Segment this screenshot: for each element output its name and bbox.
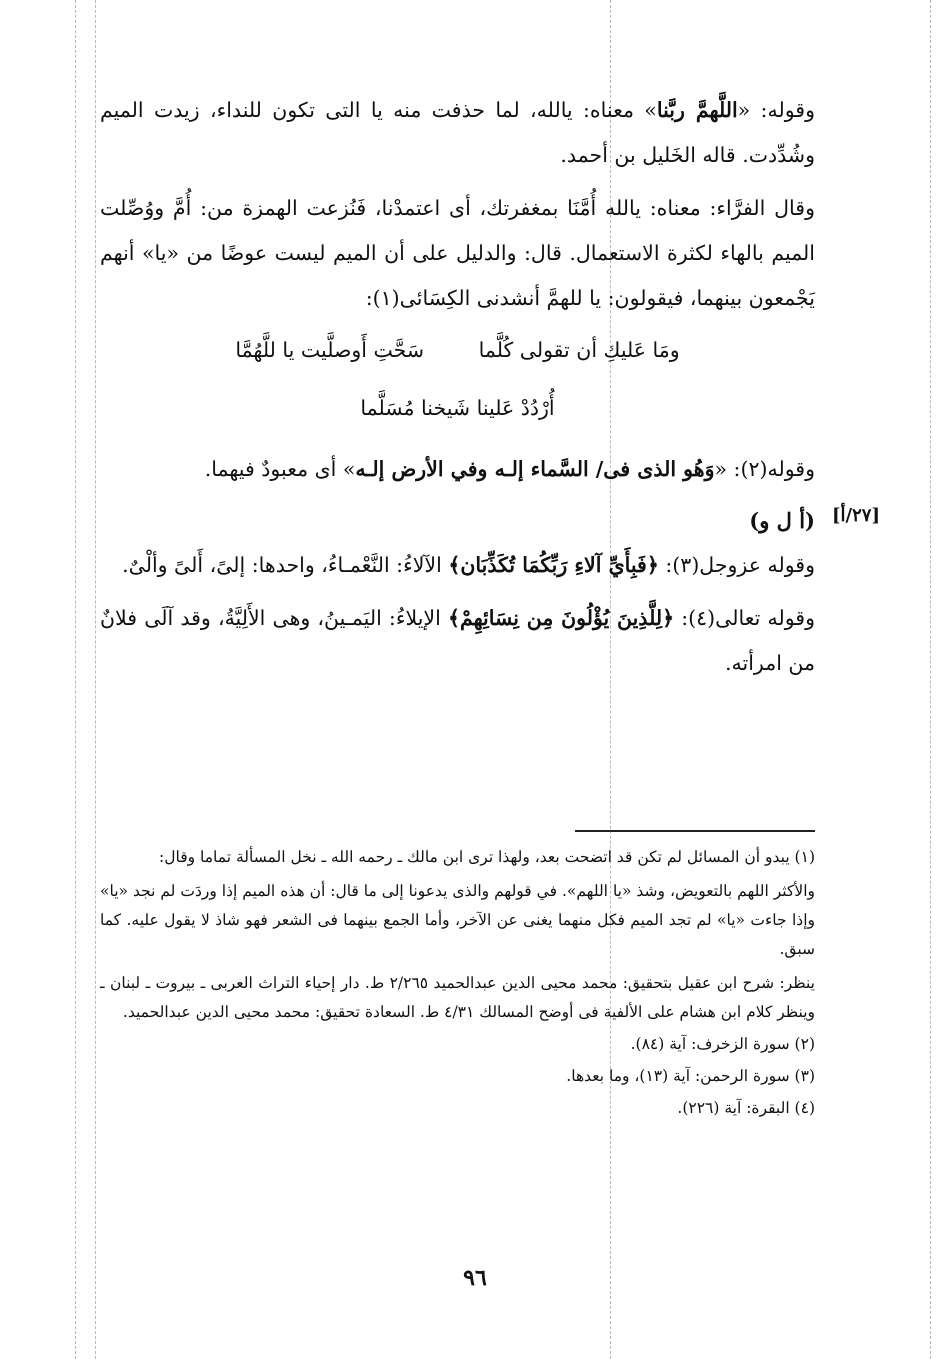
paragraph-alaa: وقوله عزوجل(٣): ﴿فَبِأَيِّ آلاءِ رَبِّكُمَا تُكَذِّبَان﴾ الآلاءُ: النَّعْمـاءُ، واحدها: إلىً، أَلىً وألْىٌ.	[122, 553, 815, 577]
scan-guide-line	[930, 0, 931, 1359]
footnote-separator	[575, 830, 815, 832]
verse-hemistich: أُرْدُدْ عَلينا شَيخنا مُسَلَّما	[360, 396, 555, 420]
footnote-1-reference: ينظر: شرح ابن عقيل بتحقيق: محمد محيى الدين عبدالحميد ٢/٢٦٥ ط. دار إحياء التراث العربى ـ بيروت ـ لبنان ـ وينظر كلام ابن هشام على الألفية فى أوضح المسالك ٤/٣١ ط. السعادة تحقيق: محمد محيى الدين عبدالحميد.	[100, 974, 815, 1021]
footnote-2: (٢) سورة الزخرف: آية (٨٤).	[630, 1035, 815, 1053]
quoted-phrase: اللَّهمَّ ربَّنا	[656, 98, 738, 122]
footnote-1: (١) يبدو أن المسائل لم تكن قد اتضحت بعد، ولهذا ترى ابن مالك ـ رحمه الله ـ نخل المسألة تماما وقال:	[158, 848, 815, 866]
root-heading: (أ ل و)	[749, 508, 815, 533]
quran-quote: ﴿فَبِأَيِّ آلاءِ رَبِّكُمَا تُكَذِّبَان﴾	[448, 553, 659, 577]
paragraph-allahumma: وقوله: «اللَّهمَّ ربَّنا» معناه: يالله، لما حذفت منه يا التى تكون للنداء، زيدت الميم وشُدِّدت. قاله الخَليل بن أحمد.	[100, 98, 815, 167]
footnote-1-quote: والأكثر اللهم بالتعويض، وشذ «يا اللهم». في قولهم والذى يدعونا إلى ما قال: أن هذه الميم إذا وردَت لم نجد «يا» وإذا جاءت «يا» لم تجد الميم فكل منهما يغنى عن الآخر، وأما الجمع بينهما فى الشعر فهو شاذ لا يقول عليه. كما سبق.	[100, 882, 815, 958]
footnote-3: (٣) سورة الرحمن: آية (١٣)، وما بعدها.	[566, 1067, 815, 1085]
paragraph-farra: وقال الفرَّاء: معناه: يالله أُمَّنَا بمغفرتك، أى اعتمدْنا، فَنُزعت الهمزة من: أُمَّ ووُصِّلت الميم بالهاء لكثرة الاستعمال. قال: والدليل على أن الميم ليست عوضًا من «يا» أنهم يَجْمعون بينهما، فيقولون: يا للهمَّ أنشدنى الكِسَائى(١):	[100, 196, 815, 310]
marginal-folio-marker: [٢٧/أ]	[832, 505, 880, 526]
verse-hemistich: ومَا عَليكِ أن تقولى كُلَّما	[478, 338, 680, 362]
paragraph-ilaa: وقوله تعالى(٤): ﴿لِلَّذِينَ يُؤْلُونَ مِن نِسَائِهِمْ﴾ الإيلاءُ: اليَمـينُ، وهى الأَلِيَّةُ، وقد آلَى فلانٌ من امرأته.	[100, 606, 815, 675]
scan-guide-line	[95, 0, 96, 1359]
paragraph-ilah: وقوله(٢): «وَهُو الذى فى/ السَّماء إلـه وفي الأرض إلـه» أى معبودٌ فيهما.	[204, 457, 815, 481]
poetry-verse	[100, 321, 815, 437]
page-number: ٩٦	[463, 1265, 487, 1291]
footnotes	[100, 843, 815, 1123]
scan-guide-line	[75, 0, 76, 1359]
quran-quote: وَهُو الذى فى/ السَّماء إلـه وفي الأرض إلـه	[355, 457, 715, 481]
footnote-4: (٤) البقرة: آية (٢٢٦).	[677, 1099, 815, 1117]
quran-quote: ﴿لِلَّذِينَ يُؤْلُونَ مِن نِسَائِهِمْ﴾	[447, 606, 675, 630]
verse-hemistich: سَحَّتِ أَوصلَّيت يا للَّهُمَّا	[235, 338, 425, 362]
main-text	[100, 88, 815, 686]
